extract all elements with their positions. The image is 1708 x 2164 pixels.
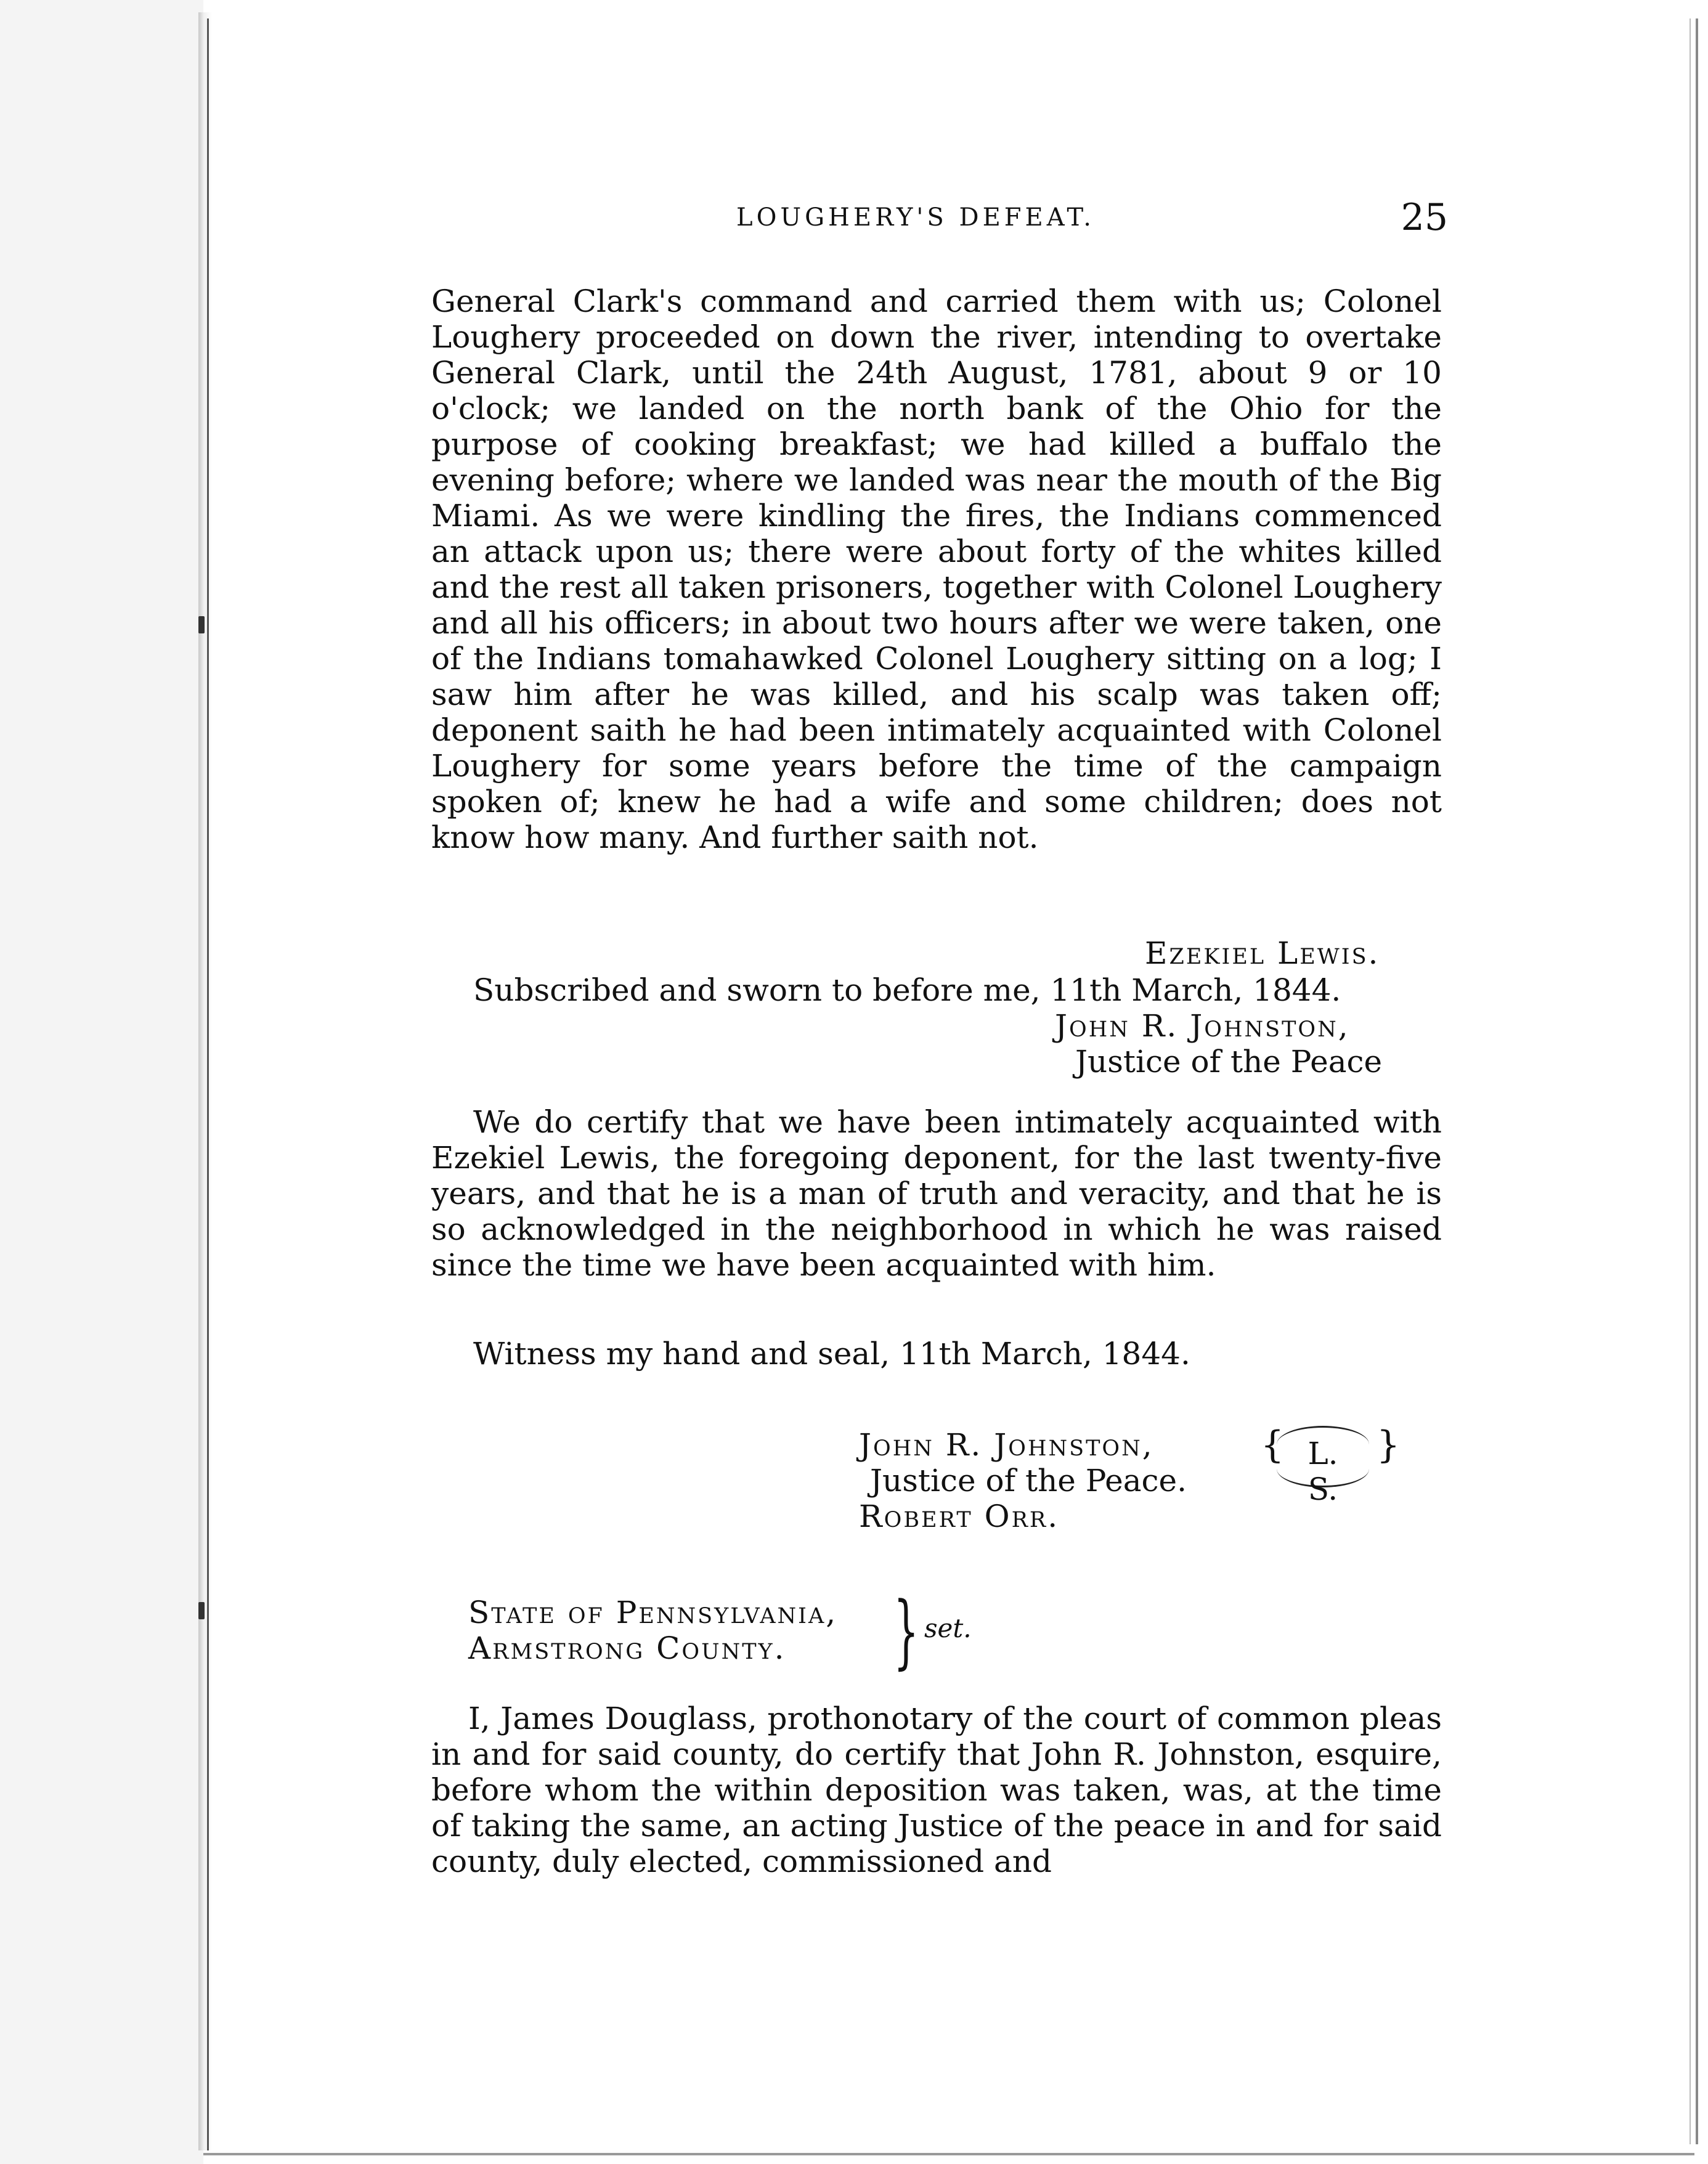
signature-justice-title: Justice of the Peace.	[870, 1463, 1187, 1499]
page-left-edge	[207, 18, 209, 2150]
page-right-edge-inner	[1690, 18, 1691, 2144]
page-right-edge	[1696, 18, 1698, 2144]
certification-text	[431, 1104, 1442, 1283]
page-number: 25	[1401, 196, 1448, 239]
page-bottom-edge	[203, 2153, 1694, 2155]
venue-state: State of Pennsylvania,	[468, 1595, 838, 1630]
venue-abbrev: set.	[924, 1613, 972, 1643]
prothonotary-text	[431, 1701, 1442, 1879]
gutter-mark	[198, 1602, 205, 1619]
running-head	[0, 203, 1708, 232]
seal-label: L. S.	[1307, 1436, 1338, 1507]
signature-justice-title: Justice of the Peace	[1075, 1044, 1383, 1080]
seal-bracket-right: }	[1377, 1423, 1401, 1466]
paragraph: General Clark's command and carried them with us; Colonel Loughery proceeded on down the river, intending to overtake General Clark, until the 24th August, 1781, about 9 or 10 o'clock; we landed on the north bank of the Ohio for the purpose of cooking breakfast; we had killed a buffalo the evening before; where we landed was near the mouth of the Big Miami. As we were kindling the fires, the Indians commenced an attack upon us; there were about forty of the whites killed and the rest all taken prisoners, together with Colonel Loughery and all his officers; in about two hours after we were taken, one of the Indians tomahawked Colonel Loughery sitting on a log; I saw him after he was killed, and his scalp was taken off; deponent saith he had been intimately acquainted with Colonel Loughery for some years before the time of the campaign spoken of; knew he had a wife and some children; does not know how many. And further saith not.	[431, 283, 1442, 855]
gutter-mark	[198, 616, 205, 633]
venue-brace: }	[893, 1584, 919, 1678]
signature-justice-name: John R. Johnston,	[859, 1427, 1154, 1463]
running-title: LOUGHERY'S DEFEAT.	[736, 203, 1095, 232]
signature-justice-name: John R. Johnston,	[1055, 1008, 1350, 1044]
subscribed-line: Subscribed and sworn to before me, 11th March, 1844.	[473, 972, 1341, 1008]
witness-line: Witness my hand and seal, 11th March, 1844.	[473, 1336, 1190, 1372]
paragraph: We do certify that we have been intimately acquainted with Ezekiel Lewis, the foregoing deponent, for the last twenty-five years, and that he is a man of truth and veracity, and that he is so acknowledged in the neighborhood in which he was raised since the time we have been acquainted with him.	[431, 1104, 1442, 1283]
scan-left-margin	[0, 0, 203, 2164]
seal-bracket-left: {	[1261, 1423, 1285, 1466]
page-gutter-shadow	[198, 12, 212, 2150]
venue-county: Armstrong County.	[468, 1630, 786, 1666]
paragraph: I, James Douglass, prothonotary of the court of common pleas in and for said county, do certify that John R. Johnston, esquire, before whom the within deposition was taken, was, at the time of taking the same, an acting Justice of the peace in and for said county, duly elected, commissioned and	[431, 1701, 1442, 1879]
signature-robert-orr: Robert Orr.	[859, 1499, 1060, 1534]
signature-ezekiel-lewis: Ezekiel Lewis.	[1145, 935, 1380, 971]
deposition-text	[431, 283, 1442, 855]
